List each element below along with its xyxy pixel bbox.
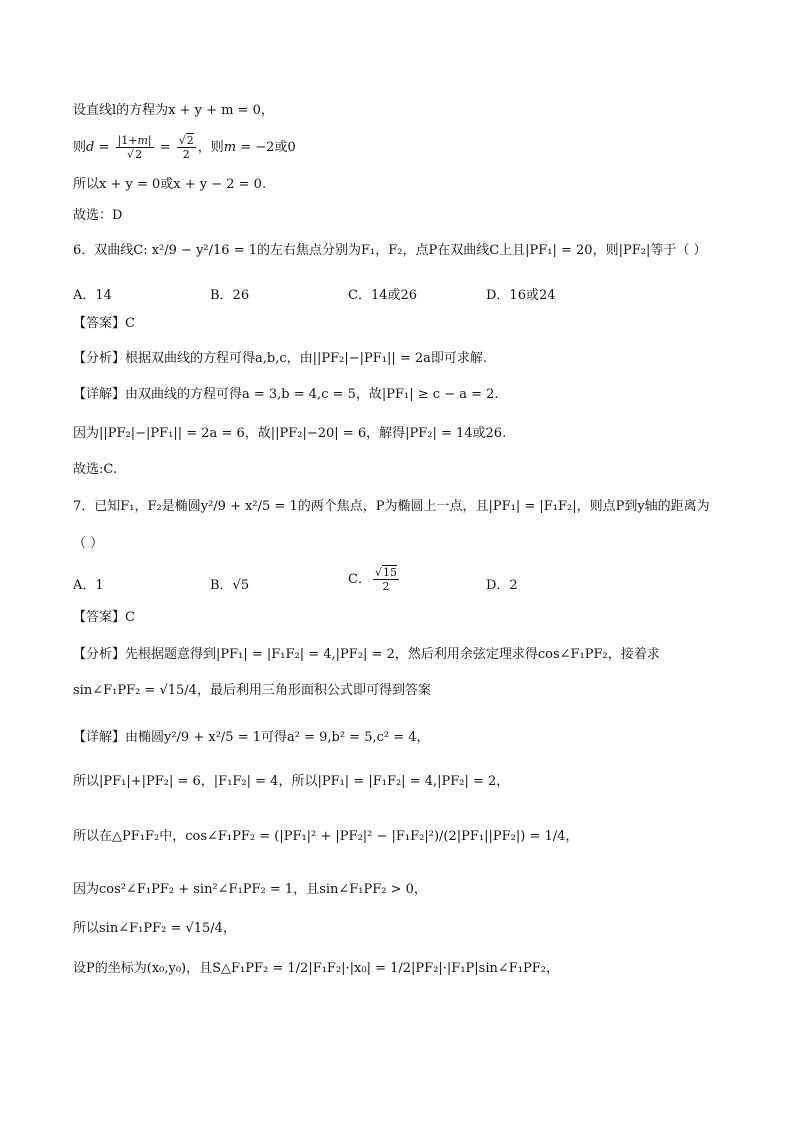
q7-option-c: C． $\frac{√15}{2}$ bbox=[348, 566, 397, 594]
question-7-paren: （ ） bbox=[73, 536, 104, 551]
line-line-equation: 设直线l的方程为x + y + m = 0， bbox=[73, 103, 274, 118]
q7-option-b: B．√5 bbox=[210, 578, 250, 593]
q7-detail: 【详解】由椭圆y²/9 + x²/5 = 1可得a² = 9,b² = 5,c² = 4， bbox=[73, 730, 430, 745]
q7-detail-line4: 因为cos²∠F₁PF₂ + sin²∠F₁PF₂ = 1，且sin∠F₁PF₂ > 0， bbox=[73, 882, 427, 897]
q7-analysis-2: sin∠F₁PF₂ = √15/4，最后利用三角形面积公式即可得到答案 bbox=[73, 683, 431, 698]
q7-answer: 【答案】C bbox=[73, 610, 135, 625]
q6-option-b: B．26 bbox=[210, 288, 250, 303]
line-choose-d: 故选：D bbox=[73, 208, 123, 223]
q6-detail-line2: 因为||PF₂|−|PF₁|| = 2a = 6，故||PF₂|−20| = 6，解得|PF₂| = 14或26. bbox=[73, 426, 507, 441]
line-result-equations: 所以x + y = 0或x + y − 2 = 0. bbox=[73, 177, 267, 192]
q7-option-a: A．1 bbox=[73, 578, 104, 593]
q6-option-d: D．16或24 bbox=[486, 288, 556, 303]
q6-answer: 【答案】C bbox=[73, 316, 135, 331]
q6-choose: 故选:C. bbox=[73, 462, 117, 477]
q6-option-c: C．14或26 bbox=[348, 288, 418, 303]
q6-detail: 【详解】由双曲线的方程可得a = 3,b = 4,c = 5，故|PF₁| ≥ c − a = 2. bbox=[73, 387, 499, 402]
q6-option-a: A．14 bbox=[73, 288, 112, 303]
q7-detail-line5: 所以sin∠F₁PF₂ = √15/4， bbox=[73, 921, 236, 936]
q7-detail-line3: 所以在△PF₁F₂中，cos∠F₁PF₂ = (|PF₁|² + |PF₂|² − |F₁F₂|²)/(2|PF₁||PF₂|) = 1/4， bbox=[73, 829, 579, 844]
question-6: 6．双曲线C: x²/9 − y²/16 = 1的左右焦点分别为F₁，F₂，点P在双曲线C上且|PF₁| = 20，则|PF₂|等于（ ） bbox=[73, 243, 707, 258]
line-distance-formula: 则d = $\frac{|1+m|}{√2}$ = $\frac{√2}{2}$ ，则m = −2或0 bbox=[73, 134, 296, 162]
q7-analysis-1: 【分析】先根据题意得到|PF₁| = |F₁F₂| = 4,|PF₂| = 2，然后利用余弦定理求得cos∠F₁PF₂，接着求 bbox=[73, 647, 660, 662]
question-7: 7．已知F₁，F₂是椭圆y²/9 + x²/5 = 1的两个焦点，P为椭圆上一点，且|PF₁| = |F₁F₂|，则点P到y轴的距离为 bbox=[73, 499, 710, 514]
q7-detail-line2: 所以|PF₁|+|PF₂| = 6，|F₁F₂| = 4，所以|PF₁| = |F₁F₂| = 4,|PF₂| = 2， bbox=[73, 774, 510, 789]
q7-option-d: D．2 bbox=[486, 578, 518, 593]
q7-detail-line6: 设P的坐标为(x₀,y₀)，且S△F₁PF₂ = 1/2|F₁F₂|·|x₀| = 1/2|PF₂|·|F₁P|sin∠F₁PF₂， bbox=[73, 961, 559, 976]
q6-analysis: 【分析】根据双曲线的方程可得a,b,c，由||PF₂|−|PF₁|| = 2a即可求解. bbox=[73, 351, 488, 366]
